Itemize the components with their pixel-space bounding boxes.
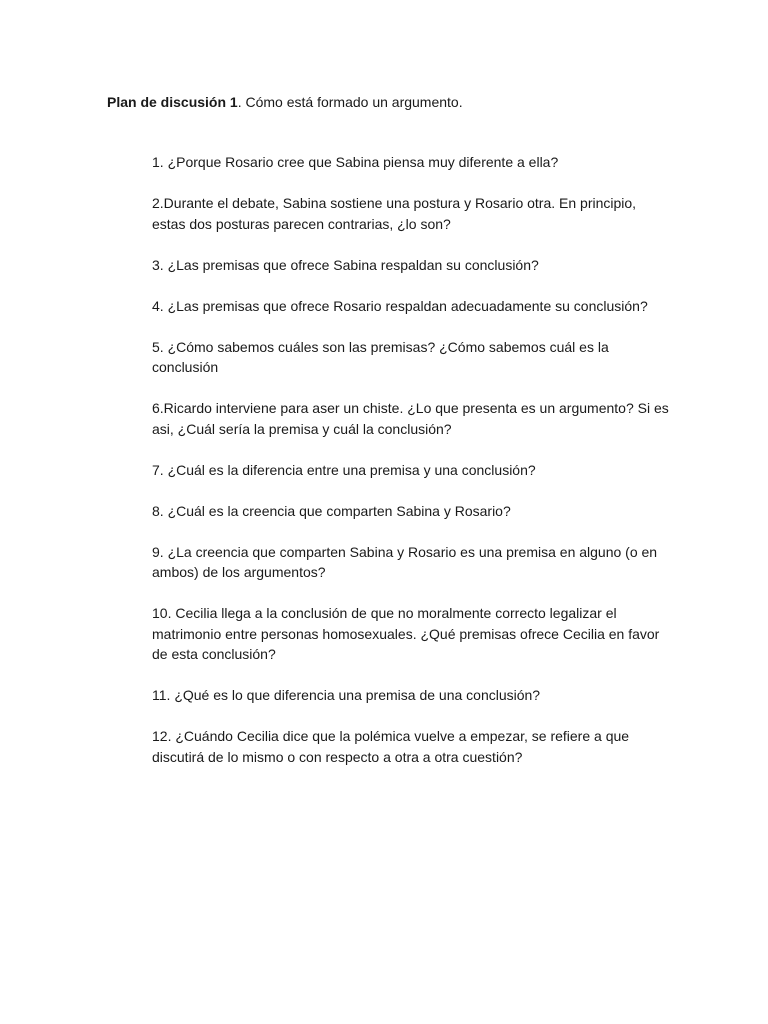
question-item: 9. ¿La creencia que comparten Sabina y Rosario es una premisa en alguno (o en ambos) de los argumentos? (152, 543, 658, 580)
question-item: 8. ¿Cuál es la creencia que comparten Sabina y Rosario? (152, 502, 511, 519)
question-item: 2.Durante el debate, Sabina sostiene una postura y Rosario otra. En principio, estas dos posturas parecen contrarias, ¿lo son? (152, 195, 637, 232)
question-item: 4. ¿Las premisas que ofrece Rosario respaldan adecuadamente su conclusión? (152, 297, 648, 314)
document-heading (107, 92, 707, 112)
heading-subtitle: . Cómo está formado un argumento. (237, 94, 463, 110)
question-item: 6.Ricardo interviene para aser un chiste. ¿Lo que presenta es un argumento? Si es asi, ¿Cuál sería la premisa y cuál la conclusión? (152, 400, 669, 437)
question-item: 1. ¿Porque Rosario cree que Sabina piensa muy diferente a ella? (152, 154, 559, 170)
question-item: 10. Cecilia llega a la conclusión de que no moralmente correcto legalizar el matrimonio entre personas homosexuales. ¿Qué premisas ofrece Cecilia en favor de esta conclusión? (152, 605, 660, 662)
heading-title: Plan de discusión 1 (107, 94, 238, 110)
question-item: 7. ¿Cuál es la diferencia entre una premisa y una conclusión? (152, 461, 536, 478)
question-item: 11. ¿Qué es lo que diferencia una premisa de una conclusión? (152, 687, 541, 703)
question-item: 12. ¿Cuándo Cecilia dice que la polémica vuelve a empezar, se refiere a que discutirá de lo mismo o con respecto a otra a otra cuestión? (152, 728, 630, 765)
question-list (152, 152, 672, 788)
question-item: 5. ¿Cómo sabemos cuáles son las premisas? ¿Cómo sabemos cuál es la conclusión (152, 338, 609, 375)
question-item: 3. ¿Las premisas que ofrece Sabina respaldan su conclusión? (152, 256, 539, 273)
